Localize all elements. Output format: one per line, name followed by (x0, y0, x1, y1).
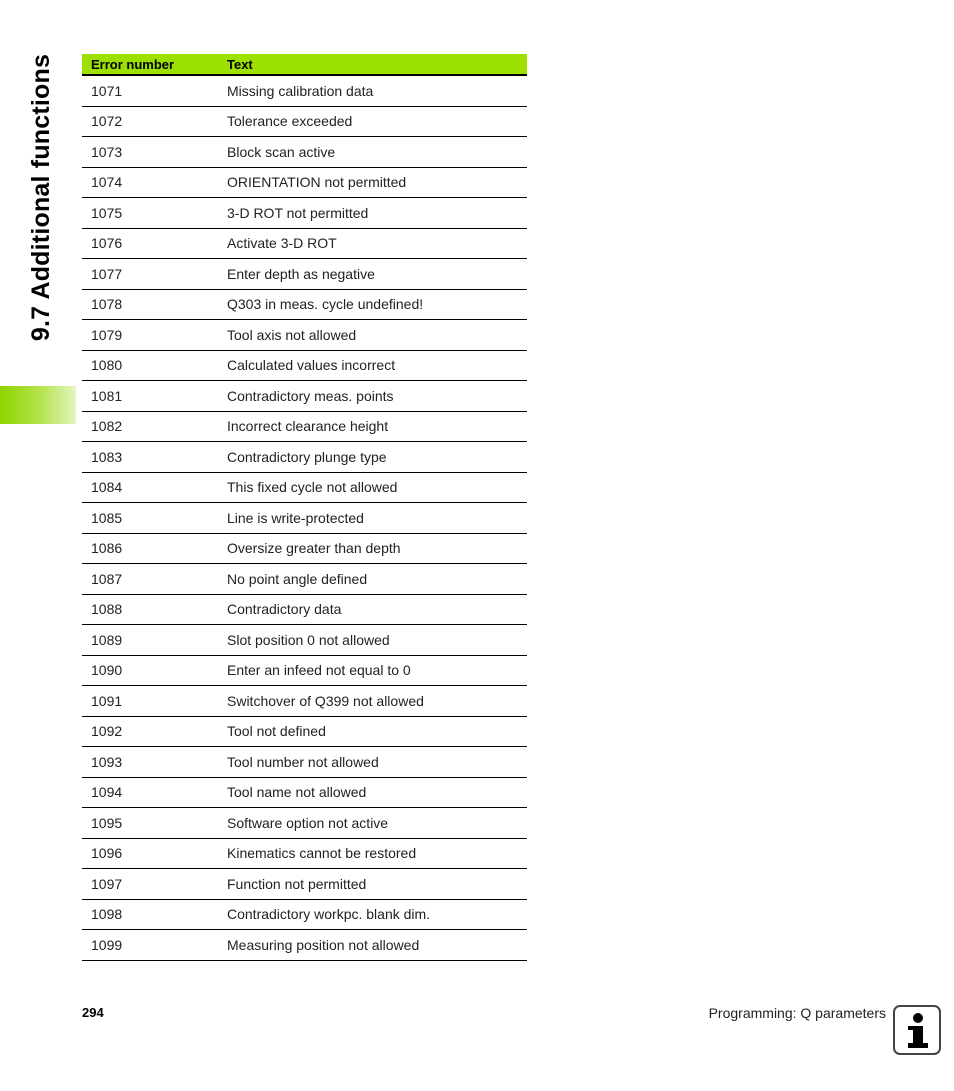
error-text-cell: Contradictory meas. points (218, 381, 527, 412)
error-number-cell: 1092 (82, 716, 218, 747)
header-text: Text (218, 54, 527, 75)
error-number-cell: 1088 (82, 594, 218, 625)
error-number-cell: 1090 (82, 655, 218, 686)
error-number-cell: 1085 (82, 503, 218, 534)
error-number-cell: 1073 (82, 137, 218, 168)
error-number-cell: 1095 (82, 808, 218, 839)
error-table (82, 54, 527, 961)
error-number-cell: 1089 (82, 625, 218, 656)
table-row (82, 564, 527, 595)
table-row (82, 930, 527, 961)
error-text-cell: Software option not active (218, 808, 527, 839)
error-text-cell: Enter an infeed not equal to 0 (218, 655, 527, 686)
error-text-cell: Switchover of Q399 not allowed (218, 686, 527, 717)
error-text-cell: Tool axis not allowed (218, 320, 527, 351)
error-text-cell: ORIENTATION not permitted (218, 167, 527, 198)
table-body (82, 75, 527, 960)
page-number: 294 (82, 1005, 104, 1020)
error-number-cell: 1099 (82, 930, 218, 961)
error-number-cell: 1097 (82, 869, 218, 900)
section-title (20, 50, 64, 345)
chapter-tab-marker (0, 386, 76, 424)
table-row (82, 320, 527, 351)
table-row (82, 503, 527, 534)
error-number-cell: 1071 (82, 75, 218, 106)
error-number-cell: 1094 (82, 777, 218, 808)
table-row (82, 106, 527, 137)
table-row (82, 198, 527, 229)
error-number-cell: 1081 (82, 381, 218, 412)
error-number-cell: 1072 (82, 106, 218, 137)
error-text-cell: Line is write-protected (218, 503, 527, 534)
error-text-cell: Missing calibration data (218, 75, 527, 106)
info-icon (893, 1005, 941, 1055)
table-row (82, 350, 527, 381)
error-number-cell: 1076 (82, 228, 218, 259)
error-number-cell: 1091 (82, 686, 218, 717)
table-row (82, 808, 527, 839)
error-text-cell: Enter depth as negative (218, 259, 527, 290)
error-text-cell: Contradictory data (218, 594, 527, 625)
table-row (82, 716, 527, 747)
table-row (82, 869, 527, 900)
error-text-cell: Q303 in meas. cycle undefined! (218, 289, 527, 320)
error-text-cell: No point angle defined (218, 564, 527, 595)
header-error-number: Error number (82, 54, 218, 75)
table-row (82, 442, 527, 473)
table-row (82, 777, 527, 808)
table-header-row (82, 54, 527, 75)
table-row (82, 259, 527, 290)
error-text-cell: Tool not defined (218, 716, 527, 747)
error-text-cell: Block scan active (218, 137, 527, 168)
error-number-cell: 1098 (82, 899, 218, 930)
error-text-cell: Function not permitted (218, 869, 527, 900)
error-text-cell: This fixed cycle not allowed (218, 472, 527, 503)
table-row (82, 625, 527, 656)
table-row (82, 472, 527, 503)
table-row (82, 533, 527, 564)
error-text-cell: Activate 3-D ROT (218, 228, 527, 259)
table-row (82, 411, 527, 442)
error-number-cell: 1074 (82, 167, 218, 198)
error-text-cell: Tool number not allowed (218, 747, 527, 778)
error-number-cell: 1083 (82, 442, 218, 473)
table-row (82, 747, 527, 778)
table-row (82, 137, 527, 168)
error-text-cell: Contradictory workpc. blank dim. (218, 899, 527, 930)
error-number-cell: 1087 (82, 564, 218, 595)
info-icon-dot (913, 1013, 923, 1023)
table-row (82, 289, 527, 320)
error-text-cell: 3-D ROT not permitted (218, 198, 527, 229)
table-row (82, 228, 527, 259)
table-row (82, 655, 527, 686)
table-row (82, 75, 527, 106)
error-number-cell: 1075 (82, 198, 218, 229)
error-text-cell: Contradictory plunge type (218, 442, 527, 473)
table-row (82, 381, 527, 412)
error-number-cell: 1093 (82, 747, 218, 778)
error-number-cell: 1082 (82, 411, 218, 442)
section-title-text: 9.7 Additional functions (27, 53, 56, 342)
error-text-cell: Calculated values incorrect (218, 350, 527, 381)
error-text-cell: Tool name not allowed (218, 777, 527, 808)
error-number-cell: 1077 (82, 259, 218, 290)
error-number-cell: 1084 (82, 472, 218, 503)
error-text-cell: Tolerance exceeded (218, 106, 527, 137)
footer-chapter-title: Programming: Q parameters (708, 1005, 886, 1021)
table-row (82, 899, 527, 930)
error-number-cell: 1079 (82, 320, 218, 351)
info-icon-base (908, 1043, 928, 1048)
error-number-cell: 1086 (82, 533, 218, 564)
error-text-cell: Kinematics cannot be restored (218, 838, 527, 869)
error-number-cell: 1096 (82, 838, 218, 869)
error-text-cell: Incorrect clearance height (218, 411, 527, 442)
table-row (82, 686, 527, 717)
error-text-cell: Oversize greater than depth (218, 533, 527, 564)
error-text-cell: Slot position 0 not allowed (218, 625, 527, 656)
error-number-cell: 1080 (82, 350, 218, 381)
table-row (82, 167, 527, 198)
error-text-cell: Measuring position not allowed (218, 930, 527, 961)
table-row (82, 838, 527, 869)
table-row (82, 594, 527, 625)
error-number-cell: 1078 (82, 289, 218, 320)
